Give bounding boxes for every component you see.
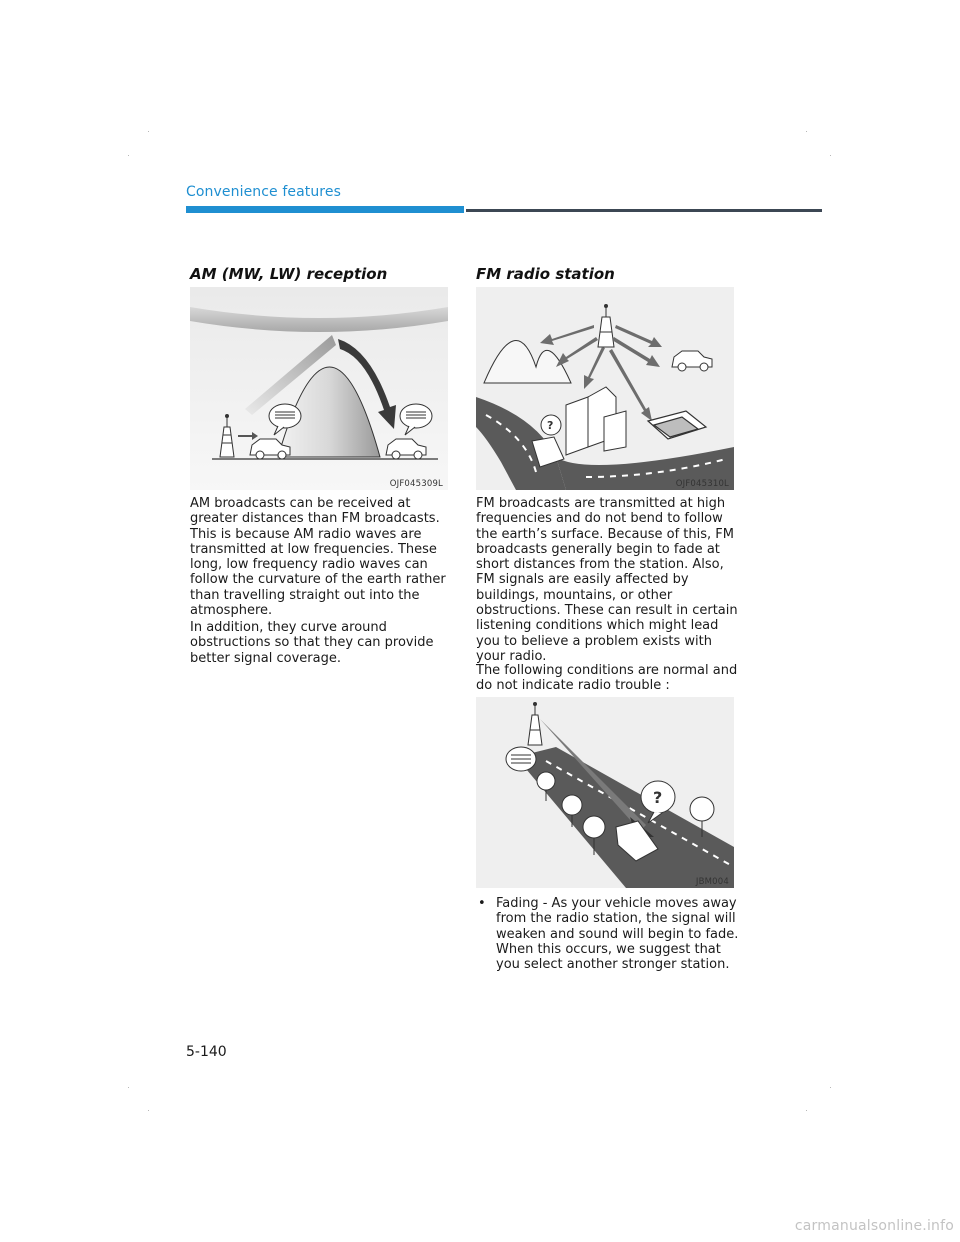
am-reception-heading: AM (MW, LW) reception (190, 265, 388, 283)
bullet-text: Fading - As your vehicle moves away from the radio station, the signal will weaken and sound will begin to fade. When this occurs, we suggest that you select another stronger station. (496, 896, 739, 973)
fading-figure (476, 697, 734, 888)
fm-paragraph-2: The following conditions are normal and do not indicate radio trouble : (476, 663, 738, 694)
figure-code: JBM004 (695, 877, 729, 887)
figure-code: OJF045310L (675, 479, 729, 489)
figure-code: OJF045309L (389, 479, 443, 489)
crop-mark (830, 155, 831, 156)
fm-paragraph-1: FM broadcasts are transmitted at high frequencies and do not bend to follow the earth’s surface. Because of this, FM broadcasts generally begin to fade at short distances from the station. Also, FM signals are easily affected by buildings, mountains, or other obstructions. These can result in certain listening conditions which might lead you to believe a problem exists with your radio. (476, 496, 738, 664)
crop-mark (128, 155, 129, 156)
section-title: Convenience features (186, 184, 341, 200)
watermark: carmanualsonline.info (794, 1218, 954, 1234)
am-paragraph-2: In addition, they curve around obstructions so that they can provide better signal coverage. (190, 620, 434, 666)
crop-mark (806, 1110, 807, 1111)
fm-station-figure (476, 287, 734, 490)
page-number: 5-140 (186, 1044, 227, 1060)
crop-mark (830, 1087, 831, 1088)
fm-station-heading: FM radio station (476, 265, 615, 283)
svg-text:?: ? (653, 788, 663, 807)
header-rule (466, 209, 822, 212)
crop-mark (148, 1110, 149, 1111)
crop-mark (148, 131, 149, 132)
crop-mark (128, 1087, 129, 1088)
am-reception-figure (190, 287, 448, 490)
header-accent-rule (186, 206, 464, 213)
bullet-symbol: • (478, 896, 486, 911)
am-paragraph-1: AM broadcasts can be received at greater distances than FM broadcasts. This is because AM radio waves are transmitted at low frequencies. These long, low frequency radio waves can follow the curvature of the earth rather than travelling straight out into the atmosphere. (190, 496, 446, 619)
svg-text:?: ? (547, 419, 554, 432)
bullet-item-fading (478, 896, 740, 972)
crop-mark (806, 131, 807, 132)
